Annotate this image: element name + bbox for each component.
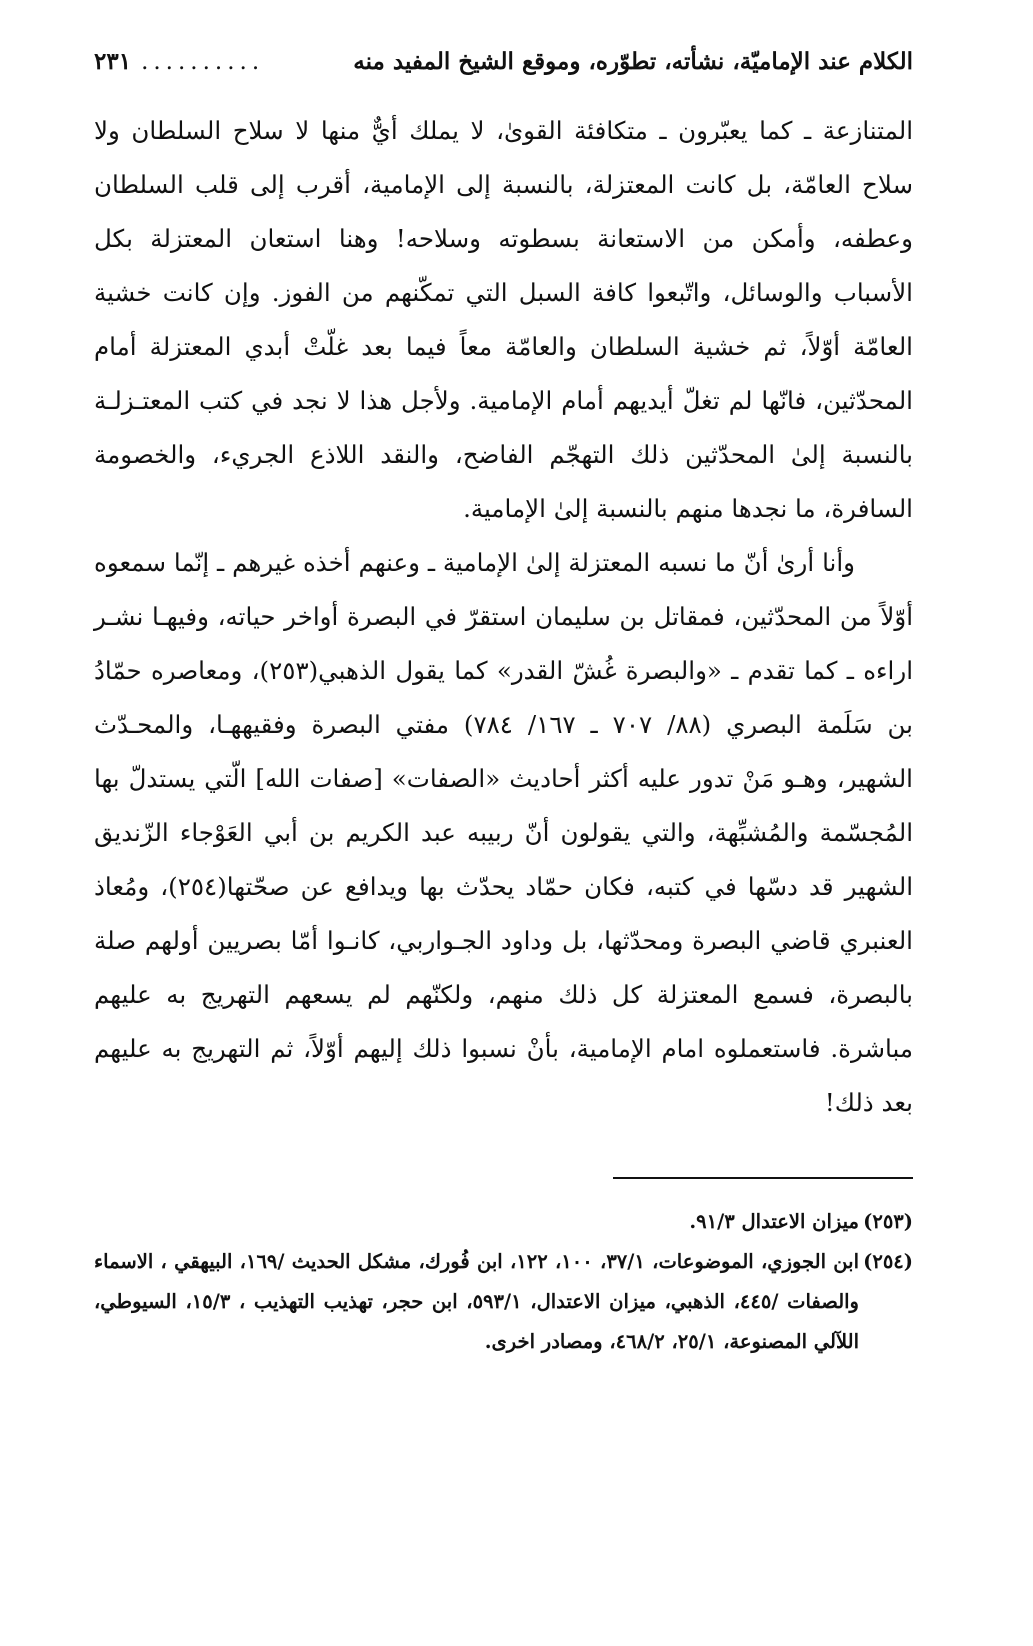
footnote-marker: (٢٥٣) [863, 1210, 913, 1233]
dot-leader: .......... [141, 49, 265, 75]
footnotes [94, 1202, 913, 1362]
paragraph: وأنا أرىٰ أنّ ما نسبه المعتزلة إلىٰ الإمامية ـ وعنهم أخذه غيرهم ـ إنّما سمعوه أوّلاً من المحدّثين، فمقاتل بن سليمان استقرّ في البصرة أواخر حياته، وفيهـا نشـر اراءه ـ كما تقدم ـ «والبصرة غُشّ القدر» كما يقول الذهبي(٢٥٣)، ومعاصره حمّادُ بن سَلَمة البصري (٨٨/ ٧٠٧ ـ ١٦٧/ ٧٨٤) مفتي البصرة وفقيههـا، والمحـدّث الشهير، وهـو مَنْ تدور عليه أكثر أحاديث «الصفات» [صفات الله] الّتي يستدلّ بها المُجسّمة والمُشبِّهة، والتي يقولون أنّ ربيبه عبد الكريم بن أبي العَوْجاء الزّنديق الشهير قد دسّها في كتبه، فكان حمّاد يحدّث بها ويدافع عن صحّتها(٢٥٤)، ومُعاذ العنبري قاضي البصرة ومحدّثها، بل وداود الجـواربي، كانـوا أمّا بصريين أولهم صلة بالبصرة، فسمع المعتزلة كل ذلك منهم، ولكنّهم لم يسعهم التهريج به عليهم مباشرة. فاستعملوه امام الإمامية، بأنْ نسبوا ذلك إليهم أوّلاً، ثم التهريج به عليهم بعد ذلك! [94, 548, 914, 1117]
footnote-marker: (٢٥٤) [863, 1250, 913, 1273]
running-title: الكلام عند الإماميّة، نشأته، تطوّره، وموقع الشيخ المفيد منه [353, 48, 913, 75]
footnote-text: ابن الجوزي، الموضوعات، ٣٧/١، ١٠٠، ١٢٢، ابن فُورك، مشكل الحديث /١٦٩، البيهقي ، الاسماء والصفات /٤٤٥، الذهبي، ميزان الاعتدال، ٥٩٣/١، ابن حجر، تهذيب التهذيب ، ١٥/٣، السيوطي، اللآلي المصنوعة، ٢٥/١، ٤٦٨/٢، ومصادر اخرى. [94, 1250, 859, 1353]
footnote-item [94, 1242, 913, 1362]
footnote-item [94, 1202, 913, 1242]
page-number: ٢٣١ [94, 48, 132, 75]
footnote-text: ميزان الاعتدال ٩١/٣. [689, 1210, 859, 1233]
footnote-separator [613, 1177, 913, 1179]
paragraph-continuation: المتنازعة ـ كما يعبّرون ـ متكافئة القوىٰ، لا يملك أيٌّ منها لا سلاح السلطان ولا سلاح العامّة، بل كانت المعتزلة، بالنسبة إلى الإمامية، أقرب إلى قلب السلطان وعطفه، وأمكن من الاستعانة بسطوته وسلاحه! وهنا استعان المعتزلة بكل الأسباب والوسائل، واتّبعوا كافة السبل التي تمكّنهم من الفوز. وإن كانت خشية العامّة أوّلاً، ثم خشية السلطان والعامّة معاً فيما بعد غلّتْ أبدي المعتزلة أمام المحدّثين، فانّها لم تغلّ أيديهم أمام الإمامية. ولأجل هذا لا نجد في كتب المعتـزلـة بالنسبة إلىٰ المحدّثين ذلك التهجّم الفاضح، والنقد اللاذع الجريء، والخصومة السافرة، ما نجدها منهم بالنسبة إلىٰ الإمامية. [94, 116, 913, 523]
running-header [94, 40, 913, 84]
body-text [94, 104, 913, 1130]
